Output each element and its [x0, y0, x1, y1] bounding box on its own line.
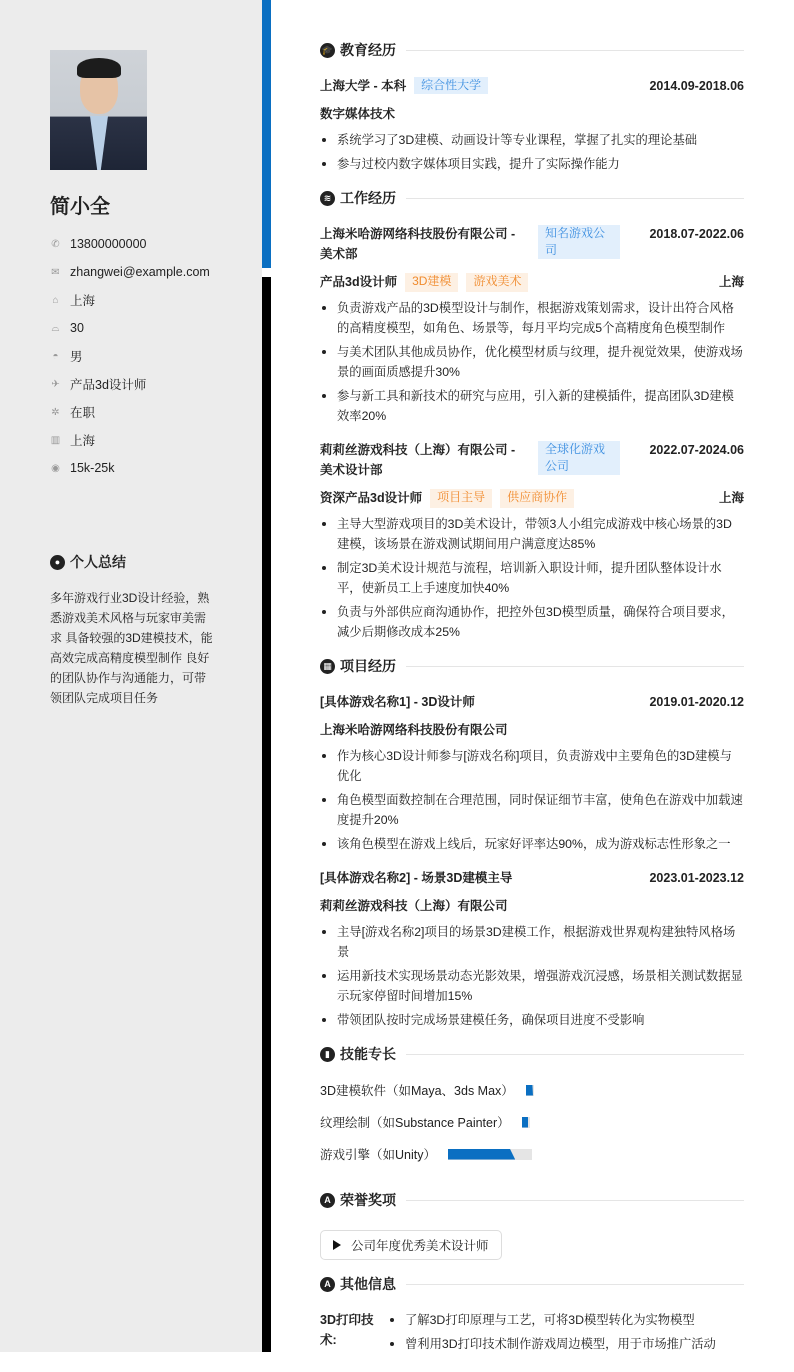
- section-other: [320, 1274, 744, 1358]
- avatar-photo: [50, 50, 147, 170]
- role-tag: 游戏美术: [466, 273, 528, 292]
- bullet-item: 曾利用3D打印技术制作游戏周边模型，用于市场推广活动: [388, 1334, 716, 1354]
- skill-name: 纹理绘制（如Substance Painter）: [320, 1116, 510, 1130]
- award-name: 公司年度优秀美术设计师: [351, 1239, 489, 1253]
- bullet-item: 参与过校内数字媒体项目实践，提升了实际操作能力: [320, 154, 744, 174]
- skill-level-fill: [522, 1117, 529, 1128]
- entry-subtitle-group: [320, 720, 508, 740]
- section-heading: [320, 1044, 744, 1064]
- skill-level-fill: [448, 1149, 515, 1160]
- bullet-list: [388, 1310, 716, 1358]
- entry-subheader: [320, 896, 744, 916]
- section-divider: [406, 198, 744, 199]
- entry-title-group: [320, 692, 475, 712]
- entry-date: 2023.01-2023.12: [649, 871, 744, 885]
- building-icon: ▥: [50, 434, 61, 446]
- entry-date: 2019.01-2020.12: [649, 695, 744, 709]
- section-divider: [406, 1200, 744, 1201]
- entry-subtitle: 数字媒体技术: [320, 107, 396, 121]
- bullet-list: [320, 514, 744, 642]
- section-heading: [320, 1190, 744, 1210]
- bullet-item: 与美术团队其他成员协作，优化模型材质与纹理，提升视觉效果，使游戏场景的画面质感提升30%: [320, 342, 744, 382]
- entry-subheader: [320, 272, 744, 292]
- entry: [320, 692, 744, 854]
- info-icon: A: [320, 1277, 335, 1292]
- section-title: 工作经历: [340, 190, 396, 206]
- entry-date: 2022.07-2024.06: [649, 443, 744, 457]
- section-education: [320, 40, 744, 174]
- bullet-item: 带领团队按时完成场景建模任务，确保项目进度不受影响: [320, 1010, 744, 1030]
- salary-icon: ◉: [51, 462, 60, 474]
- graduation-cap-icon: 🎓: [320, 43, 335, 58]
- bullet-item: 系统学习了3D建模、动画设计等专业课程，掌握了扎实的理论基础: [320, 130, 744, 150]
- entry-title-group: [320, 868, 512, 888]
- section-title: 项目经历: [340, 658, 396, 674]
- section-title: 技能专长: [340, 1046, 396, 1062]
- info-value: 男: [70, 350, 83, 364]
- info-row: [50, 454, 210, 482]
- phone-icon: ✆: [51, 238, 60, 250]
- entry-subheader: [320, 488, 744, 508]
- section-heading: [320, 656, 744, 676]
- entry-subheader: [320, 104, 744, 124]
- entry-title: 上海大学 - 本科: [320, 79, 407, 93]
- section-title: 教育经历: [340, 42, 396, 58]
- bullet-list: [320, 130, 744, 174]
- role-tag: 供应商协作: [500, 489, 574, 508]
- bullet-item: 角色模型面数控制在合理范围，同时保证细节丰富，使角色在游戏中加载速度提升20%: [320, 790, 744, 830]
- section-awards: [320, 1190, 744, 1260]
- entry-title: 莉莉丝游戏科技（上海）有限公司 - 美术设计部: [320, 443, 516, 477]
- entry-subtitle-group: [320, 488, 574, 508]
- section-work: [320, 188, 744, 642]
- entry-subtitle-group: [320, 272, 528, 292]
- info-row: [50, 230, 210, 258]
- entry-title-group: [320, 76, 488, 96]
- info-value: 上海: [70, 294, 96, 308]
- skill-level-bar: [522, 1117, 530, 1128]
- award-item[interactable]: [320, 1230, 502, 1260]
- entry: [320, 440, 744, 642]
- section-heading: [320, 1274, 744, 1294]
- gender-icon: ◓: [52, 350, 59, 362]
- entry-title-group: [320, 224, 620, 264]
- section-heading: [320, 188, 744, 208]
- section-title: 荣誉奖项: [340, 1192, 396, 1208]
- entry: [320, 76, 744, 174]
- entry-tag: 全球化游戏公司: [538, 441, 620, 475]
- chart-icon: ▮: [320, 1047, 335, 1062]
- contact-info: [50, 230, 210, 482]
- skill-level-fill: [526, 1085, 533, 1096]
- entry-date: 2018.07-2022.06: [649, 227, 744, 241]
- entry-header: [320, 224, 744, 264]
- summary-text: 多年游戏行业3D设计经验，熟悉游戏美术风格与玩家审美需求 具备较强的3D建模技术，能高效完成高精度模型制作 良好的团队协作与沟通能力，可带领团队完成项目任务: [50, 591, 213, 705]
- info-row: [50, 342, 210, 370]
- skill-item: [320, 1080, 534, 1100]
- status-icon: ✲: [51, 406, 60, 418]
- section-divider: [406, 666, 744, 667]
- section-title: 其他信息: [340, 1276, 396, 1292]
- user-icon: ●: [50, 555, 65, 570]
- bullet-item: 主导大型游戏项目的3D美术设计，带领3人小组完成游戏中核心场景的3D建模，该场景在游戏测试期间用户满意度达85%: [320, 514, 744, 554]
- entry-subheader: [320, 720, 744, 740]
- info-row: [50, 258, 210, 286]
- bullet-item: 负责与外部供应商沟通协作，把控外包3D模型质量，确保符合项目要求，减少后期修改成本25%: [320, 602, 744, 642]
- entry-header: [320, 76, 744, 96]
- skill-item: [320, 1144, 532, 1164]
- divider-bar: [262, 277, 271, 1352]
- entry-location: 上海: [718, 491, 744, 505]
- info-value: 产品3d设计师: [70, 378, 147, 392]
- section-divider: [406, 50, 744, 51]
- entry-title-group: [320, 440, 620, 480]
- bullet-list: [320, 922, 744, 1030]
- bullet-item: 该角色模型在游戏上线后，玩家好评率达90%，成为游戏标志性形象之一: [320, 834, 744, 854]
- summary-heading: [50, 552, 126, 572]
- entry-title: [具体游戏名称2] - 场景3D建模主导: [320, 871, 513, 885]
- info-value: 13800000000: [70, 237, 147, 251]
- mail-icon: ✉: [51, 266, 60, 278]
- entry-subtitle-group: [320, 104, 395, 124]
- cake-icon: ⌓: [51, 322, 60, 334]
- role-tag: 3D建模: [405, 273, 458, 292]
- entry-header: [320, 868, 744, 888]
- section-projects: [320, 656, 744, 1030]
- info-row: [50, 314, 210, 342]
- home-icon: ⌂: [52, 294, 59, 306]
- skill-level-bar: [526, 1085, 534, 1096]
- entry-tag: 综合性大学: [414, 77, 488, 94]
- info-value: 15k-25k: [70, 461, 115, 475]
- role-tag: 项目主导: [430, 489, 492, 508]
- main-content: [320, 40, 744, 1372]
- section-divider: [406, 1054, 744, 1055]
- entry-header: [320, 692, 744, 712]
- info-value: 在职: [70, 406, 96, 420]
- accent-bar: [262, 0, 271, 268]
- bullet-item: 作为核心3D设计师参与[游戏名称]项目，负责游戏中主要角色的3D建模与优化: [320, 746, 744, 786]
- entry-header: [320, 440, 744, 480]
- bullet-list: [320, 746, 744, 854]
- info-value: 上海: [70, 434, 96, 448]
- section-skills: [320, 1044, 744, 1176]
- skill-name: 游戏引擎（如Unity）: [320, 1148, 436, 1162]
- entry-date: 2014.09-2018.06: [649, 79, 744, 93]
- section-divider: [406, 1284, 744, 1285]
- entry-subtitle: 上海米哈游网络科技股份有限公司: [320, 723, 508, 737]
- skills-list: [320, 1080, 744, 1176]
- bullet-item: 了解3D打印原理与工艺，可将3D模型转化为实物模型: [388, 1310, 716, 1330]
- plane-icon: ✈: [51, 378, 60, 390]
- section-heading: [320, 40, 744, 60]
- entry-location: 上海: [718, 275, 744, 289]
- project-grid-icon: ▦: [320, 659, 335, 674]
- bullet-item: 主导[游戏名称2]项目的场景3D建模工作，根据游戏世界观构建独特风格场景: [320, 922, 744, 962]
- info-row: [50, 370, 210, 398]
- entry-title: 上海米哈游网络科技股份有限公司 - 美术部: [320, 227, 516, 261]
- skill-item: [320, 1112, 530, 1132]
- bullet-item: 参与新工具和新技术的研究与应用，引入新的建模插件，提高团队3D建模效率20%: [320, 386, 744, 426]
- entry-tag: 知名游戏公司: [538, 225, 620, 259]
- other-item: [320, 1310, 744, 1358]
- entry: [320, 868, 744, 1030]
- info-value: 30: [70, 321, 84, 335]
- entry: [320, 224, 744, 426]
- info-value: zhangwei@example.com: [70, 265, 210, 279]
- expand-triangle-icon: [333, 1240, 341, 1250]
- summary-title: 个人总结: [70, 554, 126, 570]
- info-row: [50, 398, 210, 426]
- bullet-item: 制定3D美术设计规范与流程，培训新入职设计师，提升团队整体设计水平，使新员工上手速度加快40%: [320, 558, 744, 598]
- bullet-list: [320, 298, 744, 426]
- briefcase-icon: ≋: [320, 191, 335, 206]
- bullet-item: 负责游戏产品的3D模型设计与制作，根据游戏策划需求，设计出符合风格的高精度模型，如角色、场景等，每月平均完成5个高精度角色模型制作: [320, 298, 744, 338]
- other-key: 3D打印技术:: [320, 1313, 374, 1347]
- entry-subtitle: 资深产品3d设计师: [320, 491, 423, 505]
- skill-name: 3D建模软件（如Maya、3ds Max）: [320, 1084, 514, 1098]
- info-row: [50, 286, 210, 314]
- entry-subtitle: 产品3d设计师: [320, 275, 398, 289]
- entry-subtitle-group: [320, 896, 508, 916]
- info-row: [50, 426, 210, 454]
- entry-subtitle: 莉莉丝游戏科技（上海）有限公司: [320, 899, 508, 913]
- entry-title: [具体游戏名称1] - 3D设计师: [320, 695, 475, 709]
- skill-level-bar: [448, 1149, 532, 1160]
- candidate-name: 简小全: [50, 196, 110, 218]
- bullet-item: 运用新技术实现场景动态光影效果，增强游戏沉浸感，场景相关测试数据显示玩家停留时间增加15%: [320, 966, 744, 1006]
- award-icon: A: [320, 1193, 335, 1208]
